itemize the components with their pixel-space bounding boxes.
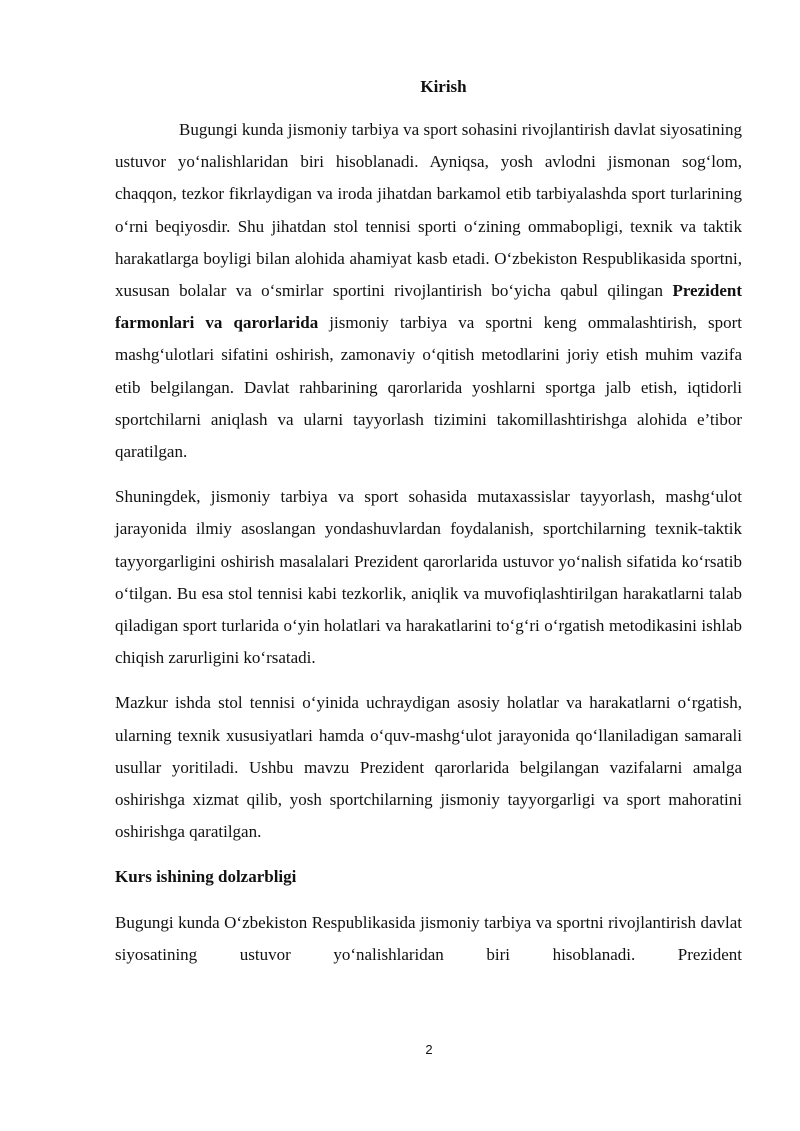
page-title: Kirish [420, 77, 467, 96]
page-number: 2 [425, 1042, 433, 1057]
paragraph-intro-text-end: jismoniy tarbiya va sportni keng ommalashtirish, sport mashg‘ulotlari sifatini oshirish, zamonaviy o‘qitish metodlarini joriy etish muhim vazifa etib belgilangan. Davlat rahbarining qarorlarida yoshlarni sportga jalb etish, iqtidorli sportchilarni aniqlash va ularni tayyorlash tizimini takomillashtirishga alohida e’tibor qaratilgan. [115, 313, 743, 462]
section-heading: Kurs ishining dolzarbligi [115, 867, 297, 887]
paragraph-intro-text: Bugungi kunda jismoniy tarbiya va sport sohasini rivojlantirish davlat siyosatining ustuvor yo‘nalishlaridan biri hisoblanadi. Ayniqsa, yosh avlodni jismonan sog‘lom, chaqqon, tezkor fikrlaydigan va iroda jihatdan barkamol etib tarbiyalashda sport turlarining o‘rni beqiyosdir. Shu jihatdan stol tennisi sporti o‘zining ommabopligi, texnik va taktik harakatlarga boyligi bilan alohida ahamiyat kasb etadi. O‘zbekiston Respublikasida sportni, xususan bolalar va o‘smirlar sportini rivojlantirish bo‘yicha qabul qilingan [115, 120, 742, 301]
paragraph-third: Mazkur ishda stol tennisi o‘yinida uchraydigan asosiy holatlar va harakatlarni o‘rgatish, ularning texnik xususiyatlari hamda o‘quv-mashg‘ulot jarayonida qo‘llaniladigan samarali usullar yoritiladi. Ushbu mavzu Prezident qarorlarida belgilangan vazifalarni amalga oshirishga xizmat qilib, yosh sportchilarning jismoniy tayyorgarligi va sport mahoratini oshirishga qaratilgan. [115, 693, 742, 842]
paragraph-fourth: Bugungi kunda O‘zbekiston Respublikasida jismoniy tarbiya va sportni rivojlantirish davlat siyosatining ustuvor yo‘nalishlaridan biri hisoblanadi. Prezident [115, 912, 742, 964]
paragraph-intro [115, 114, 742, 468]
paragraph-second: Shuningdek, jismoniy tarbiya va sport sohasida mutaxassislar tayyorlash, mashg‘ulot jarayonida ilmiy asoslangan yondashuvlardan foydalanish, sportchilarning texnik-taktik tayyorgarligini oshirish masalalari Prezident qarorlarida ustuvor yo‘nalish sifatida ko‘rsatib o‘tilgan. Bu esa stol tennisi kabi tezkorlik, aniqlik va muvofiqlashtirilgan harakatlarni talab qiladigan sport turlarida o‘yin holatlari va harakatlarini to‘g‘ri o‘rgatish metodikasini ishlab chiqish zarurligini ko‘rsatadi. [115, 487, 742, 668]
paragraph-intro-bold: Prezident farmonlari va qarorlarida [115, 281, 742, 333]
